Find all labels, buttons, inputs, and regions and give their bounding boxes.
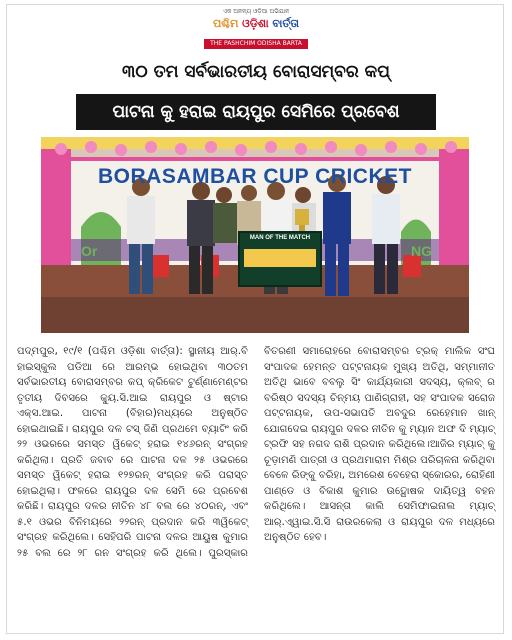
- headline: ୩୦ ତମ ସର୍ବଭାରତୀୟ ବୋରାସମ୍ବର କପ୍: [122, 62, 390, 82]
- article-body: [17, 344, 495, 626]
- article-text: ପଦ୍ମପୁର, ୧୯/୧ (ପଶ୍ଚିମ ଓଡ଼ିଶା ବାର୍ତ୍ତା): ସ୍ଥାନୀୟ ଆର୍.ବି ହାଇସ୍କୁଲ ପଡିଆ ରେ ଆରମ୍ଭ ହୋଇଥିବା ୩୦ତମ ସର୍ବଭାରତୀୟ ବୋରାସମ୍ବର କପ୍ କ୍ରିକେଟ ଟୁର୍ଣ୍ଣାମେଣ୍ଟର ତୃତୀୟ ଦିବସରେ କ୍ୟୁ.ସି.ଆଇ ରାୟପୁର ଓ ଷ୍ଟାର ଏକ୍ସ.ଆଇ. ପାଟନା (ବିହାର)ମଧ୍ୟରେ ଅନୁଷ୍ଠିତ ହୋଇଥାଇଛି। ରାୟପୁର ଦଳ ଟସ୍ ଜିଣି ପ୍ରଥମେ ବ୍ୟାଟିଂ କରି ୨୨ ଓଭରରେ ସମସ୍ତ ୱିକେଟ୍ ହରାଇ ୧୪୬ରନ୍ ସଂଗ୍ରହ କରିଥିଲା। ପ୍ରତି ଜବାବ ରେ ପାଟନା ଦଳ ୨୫ ଓଭରରେ ସମସ୍ତ ୱିକେଟ୍ ହରାଇ ୧୨୭ରନ୍ ସଂଗ୍ରହ କରି ପରାସ୍ତ ହୋଇଥିଲା। ଫଳରେ ରାୟପୁର ଦଳ ସେମି ରେ ପ୍ରବେଶ କରିଛି। ରାୟପୁର ଦଳର ନୀତିନ ୪୮ ବଲ ରେ ୪୦ରନ୍, ଏବଂ ୫.୧ ଓଭର ବିନିମୟରେ ୨୨ରନ୍ ପ୍ରଦାନ କରି ୩ୱିକେଟ୍ ସଂଗ୍ରହ କରିଥିଲେ। ସେହିପରି ପାଟନା ଦଳର ଆୟୁଷ କୁମାର ୨୫ ବଲ ରେ ୨୮ ରନ ସଂଗ୍ରହ କରି ଥିଲେ। ପୁରସ୍କାର ବିତରଣୀ ସମାରୋହରେ ବୋରାସମ୍ବର ଟ୍ରକ୍ ମାଲିକ ସଂଘ ସଂପାଦକ ହେମନ୍ତ ପଟ୍ଟନାୟକ ମୁଖ୍ୟ ଅତିଥି, ସମ୍ମାନୀତ ଅତିଥି ଭାବେ ବବଲୁ ସିଂ କାର୍ଯ୍ୟକାରୀ ସଦସ୍ୟ, କ୍ଲବ୍ ର ବରିଷ୍ଠ ସଦସ୍ୟ ଚିନ୍ମୟ ପାଣିଗ୍ରାହୀ, ସହ ସଂପାଦକ ସରୋଜ ପଟ୍ଟନାୟକ, ଉପ-ସଭାପତି ଅବଦୁର ରେହେମାନ ଖାନ୍ ଯୋଗଦେଇ ରାୟପୁର ଦଳର ନୀତିନ କୁ ମ୍ୟାନ ଅଫ ଦି ମ୍ୟାଚ୍ ଟ୍ରଫି ସହ ନଗଦ ରାଶି ପ୍ରଦାନ କରିଥିଲେ।ଆଜିର ମ୍ୟାଚ୍ କୁ ଚୂଡ଼ାମଣି ପାତ୍ରୀ ଓ ପ୍ରଥମାରାମ ମିଶ୍ର ପରିଚାଳନା କରିଥିବା ବେଳେ ରିଙ୍କୁ ବରିହା, ଅମରେଶ ବେହେରା ସ୍କୋରର, ରୋହିଣୀ ପାଣ୍ଡେ ଓ ବିକାଶ କୁମାର ଉଦ୍ଘୋଷକ ଦାୟିତ୍ୱ ବହନ କରିଥିଲେ। ଆସନ୍ତା କାଲି ସେମିଫାଇନାଲ ମ୍ୟାଚ୍ ଆର୍.ଏ୍ୱାଇ.ସି.ସି ରାଉରକେଲା ଓ ରାୟପୁର ଦଳ ମଧ୍ୟରେ ଅନୁଷ୍ଠିତ ହେବ।: [17, 346, 495, 559]
- masthead-title-part1: ପଶ୍ଚିମ: [212, 17, 239, 30]
- masthead-title-part2: ଓଡ଼ିଶା: [242, 17, 269, 30]
- masthead-title-part3: ବାର୍ତ୍ତା: [272, 17, 300, 30]
- photo-banner-partial-left: Or: [81, 243, 98, 259]
- newspaper-masthead: [185, 8, 327, 54]
- masthead-subtitle: THE PASHCHIM ODISHA BARTA: [204, 39, 308, 49]
- award-board-text: MAN OF THE MATCH: [249, 235, 311, 241]
- news-photo: [41, 137, 469, 333]
- photo-banner-text: BORASAMBAR CUP CRICKET: [98, 165, 412, 188]
- masthead-title: [185, 17, 327, 30]
- headline-banner: ପାଟନା କୁ ହରାଇ ରାୟପୁର ସେମିରେ ପ୍ରବେଶ: [76, 94, 436, 130]
- masthead-tagline: ଏକ ଅନନ୍ୟ ଓଡ଼ିଆ ଅଭିଯାନ: [222, 8, 290, 15]
- photo-banner-partial-right: NG: [411, 243, 432, 259]
